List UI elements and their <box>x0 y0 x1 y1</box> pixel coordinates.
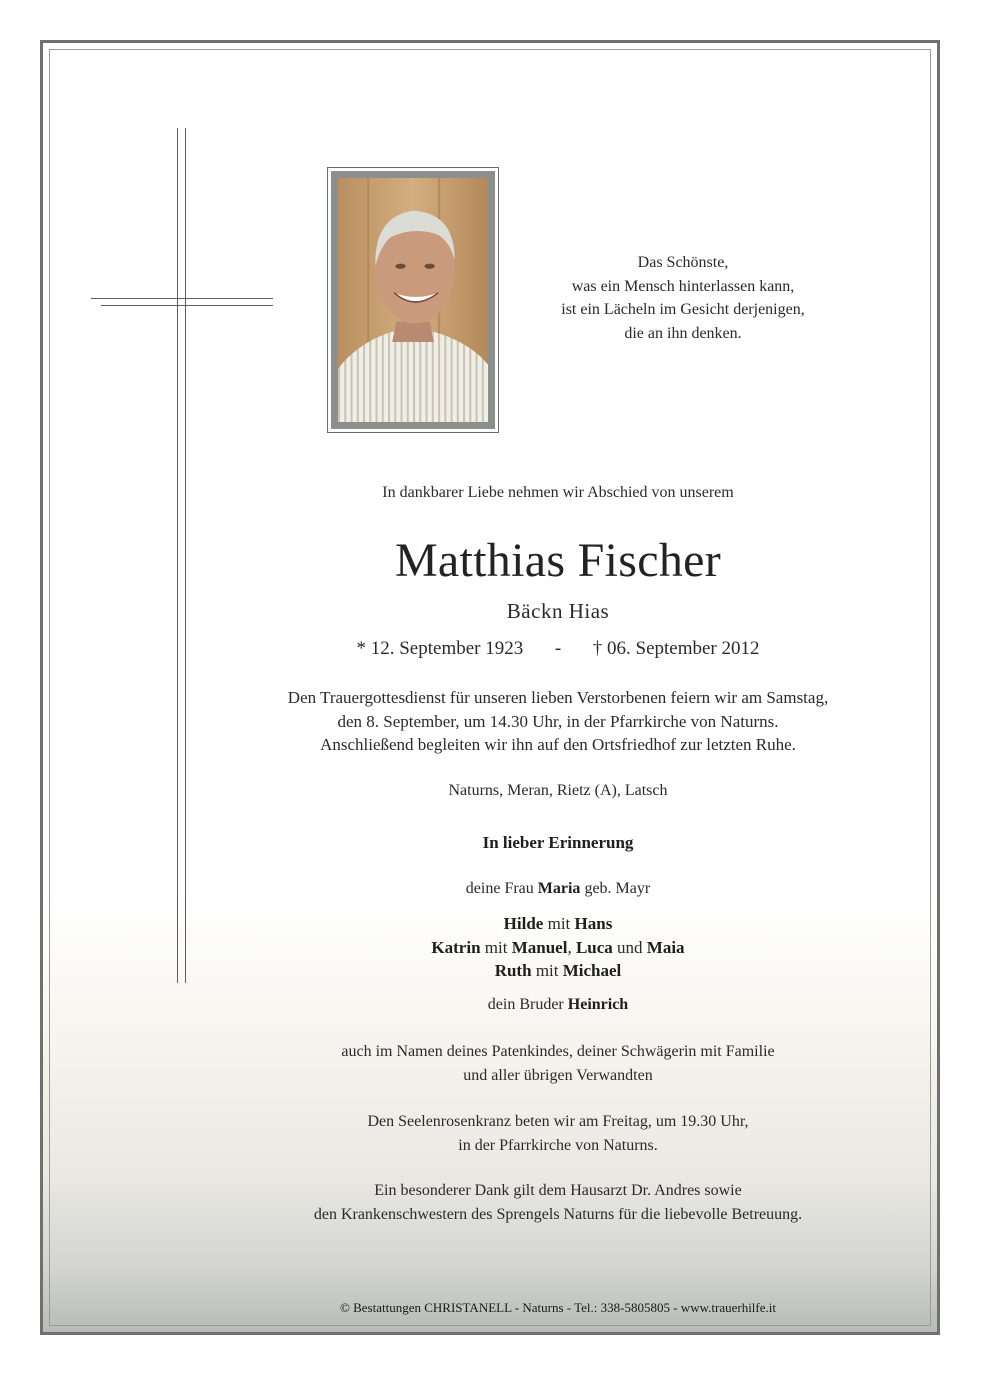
family-brother: dein Bruder Heinrich <box>487 996 629 1013</box>
quote-line: was ein Mensch hinterlassen kann, <box>571 277 795 295</box>
family-line: Katrin mit Manuel, Luca und Maia <box>431 937 685 957</box>
relatives-line: und aller übrigen Verwandten <box>463 1066 653 1084</box>
relatives-text <box>193 1040 923 1087</box>
service-line: Den Trauergottesdienst für unseren lieben Verstorbenen feiern wir am Samstag, <box>287 688 829 707</box>
quote-line: Das Schönste, <box>637 254 729 271</box>
memorial-quote <box>533 251 833 345</box>
service-line: den 8. September, um 14.30 Uhr, in der Pfarrkirche von Naturns. <box>337 711 779 731</box>
portrait-image <box>338 178 488 422</box>
thanks-line: Ein besonderer Dank gilt dem Hausarzt Dr. Andres sowie <box>374 1182 742 1199</box>
memory-heading: In lieber Erinnerung <box>482 833 634 852</box>
death-date: † 06. September 2012 <box>592 638 760 659</box>
rosary-text <box>193 1110 923 1157</box>
notice-frame <box>40 40 940 1335</box>
thanks-line: den Krankenschwestern des Sprengels Naturns für die liebevolle Betreuung. <box>313 1205 803 1223</box>
quote-line: ist ein Lächeln im Gesicht derjenigen, <box>561 301 805 318</box>
places-text: Naturns, Meran, Rietz (A), Latsch <box>448 782 668 799</box>
quote-line: die an ihn denken. <box>624 324 742 342</box>
family-wife: deine Frau Maria geb. Mayr <box>465 880 651 897</box>
service-line: Anschließend begleiten wir ihn auf den Ortsfriedhof zur letzten Ruhe. <box>320 735 796 754</box>
portrait-photo <box>327 167 499 433</box>
service-info <box>193 686 923 757</box>
thanks-text <box>193 1179 923 1226</box>
relatives-line: auch im Namen deines Patenkindes, deiner Schwägerin mit Familie <box>341 1043 775 1060</box>
family-line: Ruth mit Michael <box>494 961 622 980</box>
date-separator: - <box>554 638 562 659</box>
deceased-name: Matthias Fischer <box>394 534 722 587</box>
family-name: Maria <box>537 880 581 897</box>
family-line: Hilde mit Hans <box>503 914 613 933</box>
life-dates <box>193 636 923 662</box>
intro-text: In dankbarer Liebe nehmen wir Abschied von unserem <box>382 484 734 501</box>
rosary-line: Den Seelenrosenkranz beten wir am Freitag, um 19.30 Uhr, <box>367 1113 749 1130</box>
family-children <box>193 912 923 983</box>
undertaker-footer: © Bestattungen CHRISTANELL - Naturns - Tel.: 338-5805805 - www.trauerhilfe.it <box>339 1300 776 1315</box>
deceased-nickname: Bäckn Hias <box>506 599 610 623</box>
birth-date: * 12. September 1923 <box>356 638 524 659</box>
rosary-line: in der Pfarrkirche von Naturns. <box>458 1136 658 1154</box>
